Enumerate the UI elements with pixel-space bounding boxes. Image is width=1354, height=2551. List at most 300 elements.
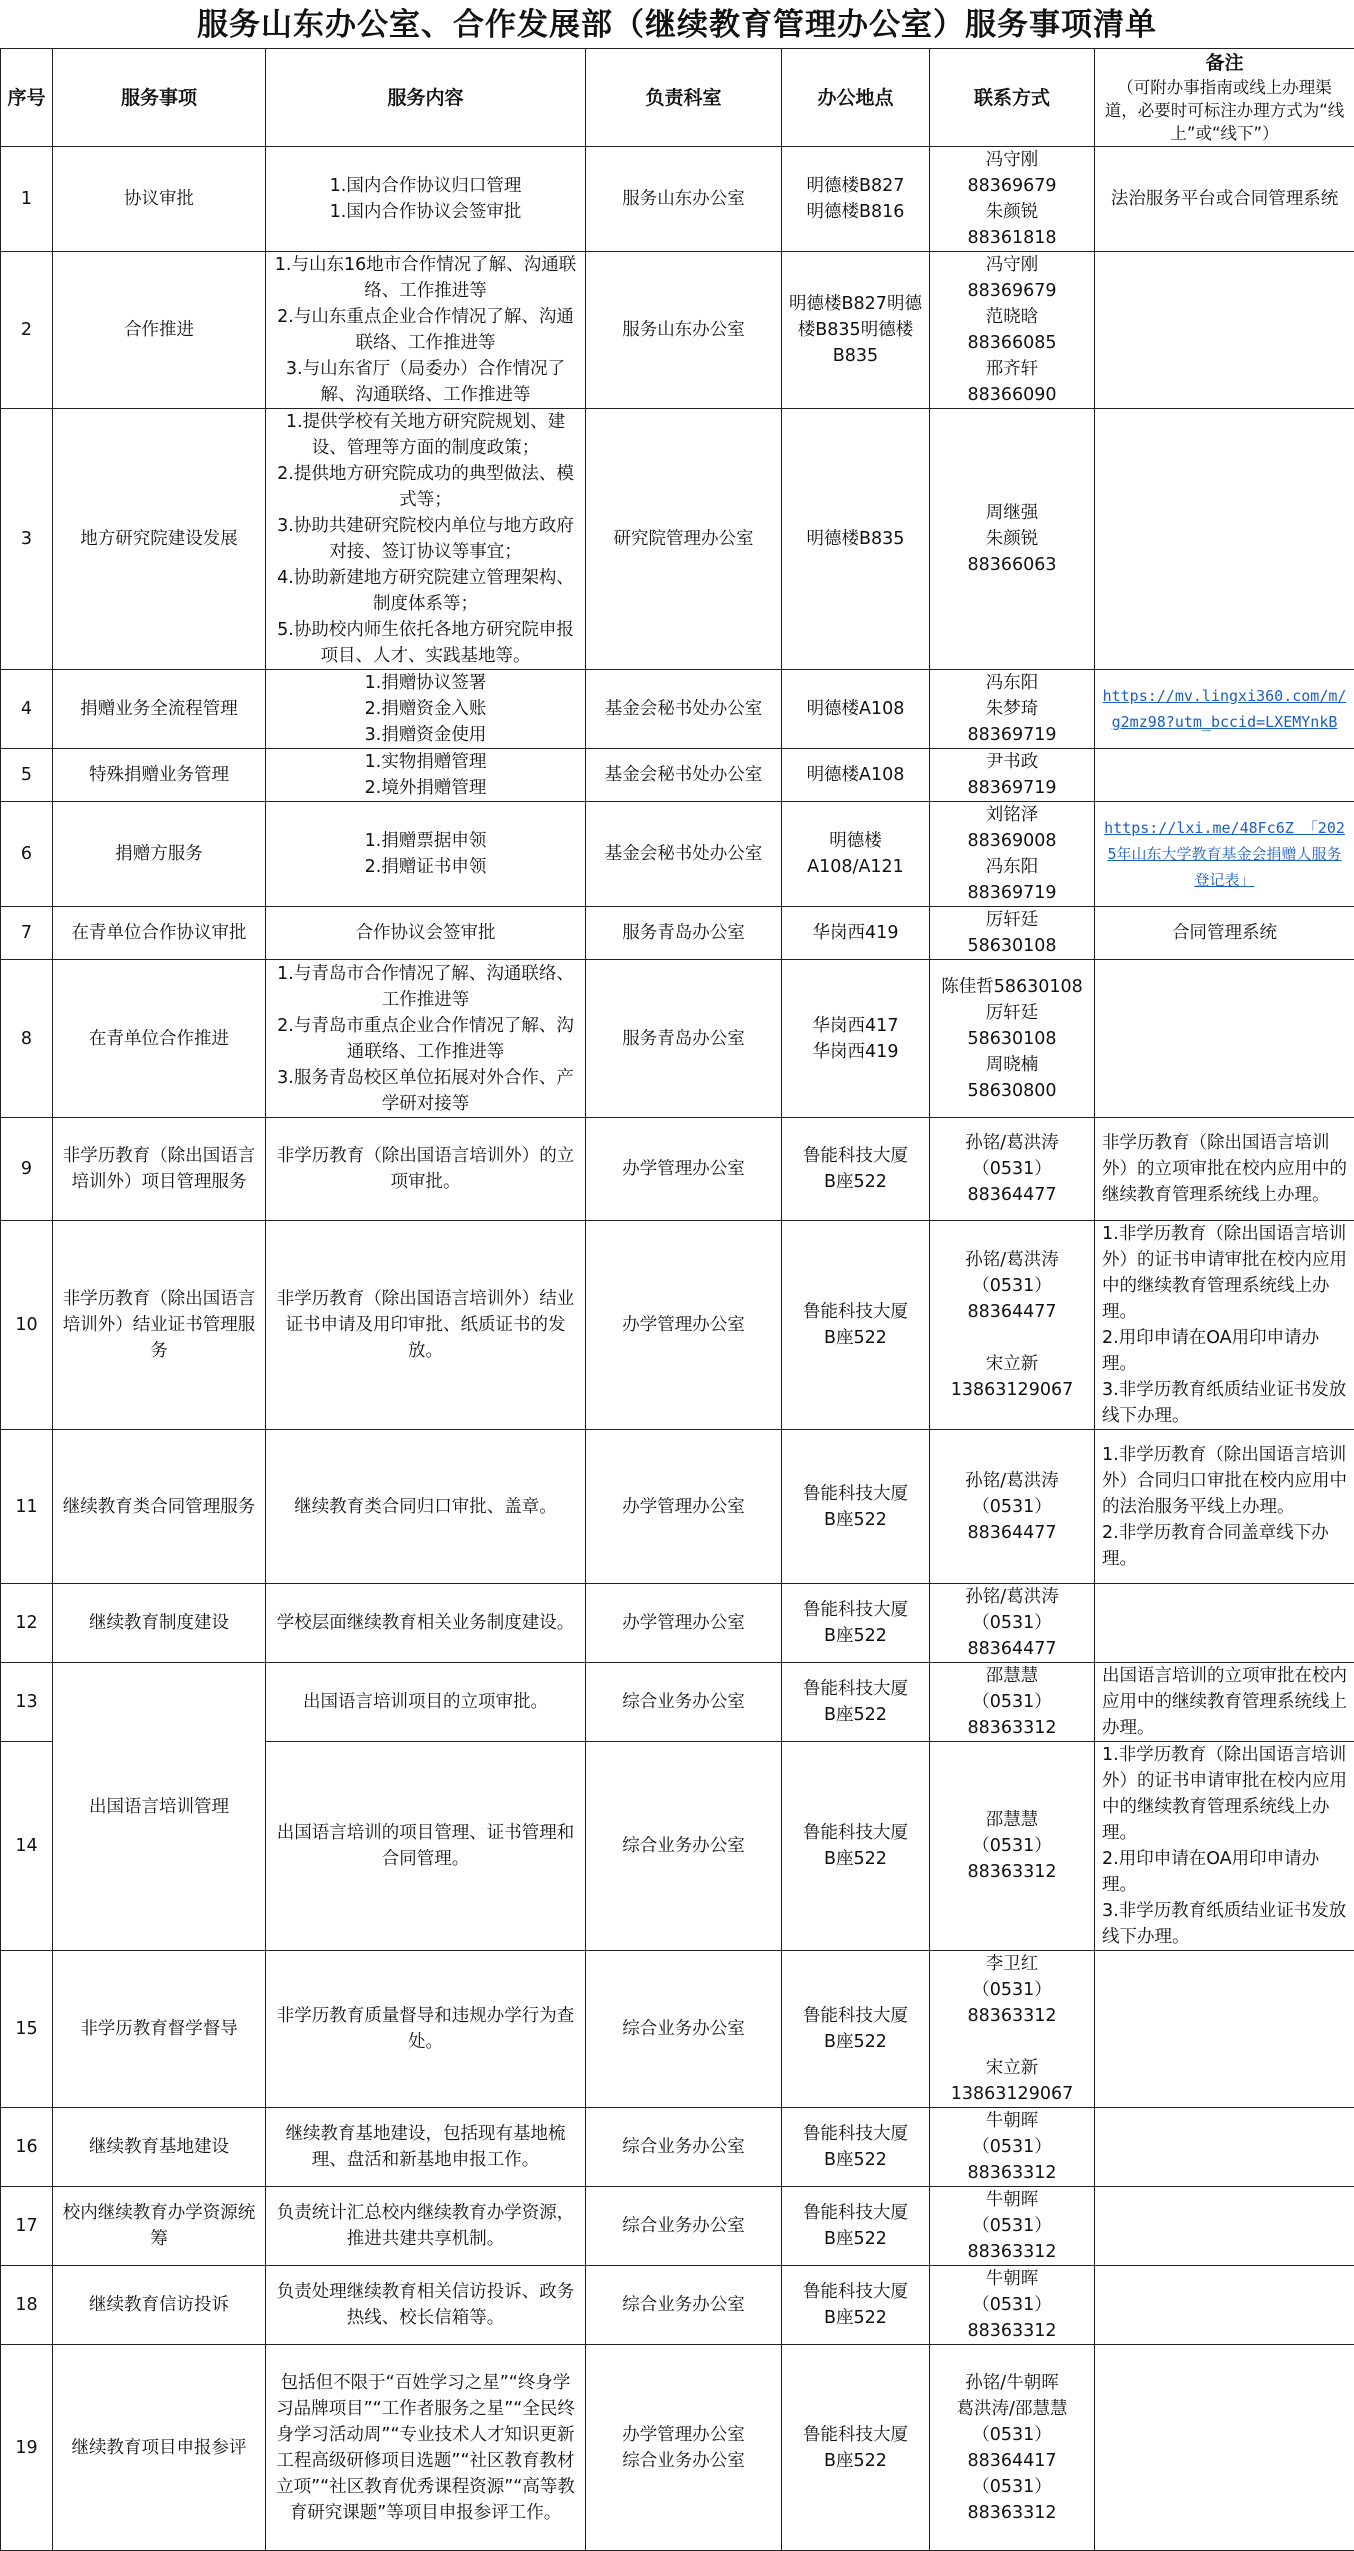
header-item: 服务事项	[53, 49, 266, 147]
location-line: 华岗西419	[788, 920, 923, 946]
remarks-link[interactable]: https://mv.lingxi360.com/m/g2mz98?utm_bccid=LXEMYnkB	[1103, 687, 1347, 731]
contact-line: 邢齐轩	[936, 356, 1088, 382]
cell-remarks	[1095, 409, 1354, 670]
dept-line: 服务青岛办公室	[592, 1026, 775, 1052]
dept-line: 服务青岛办公室	[592, 920, 775, 946]
contact-line: 88363312	[936, 1859, 1088, 1885]
contact-line: 邵慧慧	[936, 1663, 1088, 1689]
cell-contact	[930, 2345, 1095, 2551]
contact-line: 88366090	[936, 382, 1088, 408]
location-line: B座522	[788, 2147, 923, 2173]
contact-line: 88363312	[936, 2318, 1088, 2344]
cell-location	[782, 1742, 930, 1951]
contact-line: 88366063	[936, 552, 1088, 578]
header-remarks	[1095, 49, 1354, 147]
contact-line: 范晓晗	[936, 304, 1088, 330]
cell-contact	[930, 147, 1095, 252]
dept-line: 研究院管理办公室	[592, 526, 775, 552]
contact-line: （0531）	[936, 1273, 1088, 1299]
content-line: 4.协助新建地方研究院建立管理架构、制度体系等；	[273, 565, 578, 617]
content-line: 1.与青岛市合作情况了解、沟通联络、工作推进等	[273, 961, 578, 1013]
content-line: 出国语言培训的项目管理、证书管理和合同管理。	[273, 1820, 578, 1872]
dept-line: 基金会秘书处办公室	[592, 762, 775, 788]
location-line: 明德楼	[788, 828, 923, 854]
cell-location	[782, 1430, 930, 1584]
cell-item: 地方研究院建设发展	[53, 409, 266, 670]
contact-line: 尹书政	[936, 749, 1088, 775]
content-line: 3.协助共建研究院校内单位与地方政府对接、签订协议等事宜；	[273, 513, 578, 565]
table-row	[1, 147, 1354, 252]
cell-dept	[586, 1742, 782, 1951]
cell-contact	[930, 409, 1095, 670]
content-line: 1.捐赠票据申领	[273, 828, 578, 854]
cell-contact	[930, 749, 1095, 802]
cell-location	[782, 2266, 930, 2345]
cell-content	[266, 2187, 586, 2266]
content-line: 负责处理继续教育相关信访投诉、政务热线、校长信箱等。	[273, 2279, 578, 2331]
cell-dept	[586, 1430, 782, 1584]
table-row	[1, 1221, 1354, 1430]
contact-line: 88369719	[936, 880, 1088, 906]
contact-line: 厉轩廷	[936, 1000, 1088, 1026]
contact-line: 88364417	[936, 2448, 1088, 2474]
content-line: 2.提供地方研究院成功的典型做法、模式等；	[273, 461, 578, 513]
cell-remarks	[1095, 1118, 1354, 1221]
contact-line: 牛朝晖	[936, 2266, 1088, 2292]
contact-line: 刘铭泽	[936, 802, 1088, 828]
table-row	[1, 960, 1354, 1118]
service-table	[0, 48, 1354, 2551]
location-line: 鲁能科技大厦	[788, 2121, 923, 2147]
location-line: 鲁能科技大厦	[788, 1299, 923, 1325]
cell-dept	[586, 252, 782, 409]
contact-line: 88364477	[936, 1299, 1088, 1325]
cell-dept	[586, 907, 782, 960]
cell-remarks	[1095, 1742, 1354, 1951]
remarks-line: 法治服务平台或合同管理系统	[1102, 186, 1347, 212]
dept-line: 办学管理办公室	[592, 1610, 775, 1636]
contact-line: 88369719	[936, 775, 1088, 801]
content-line: 非学历教育（除出国语言培训外）结业证书申请及用印审批、纸质证书的发放。	[273, 1286, 578, 1364]
cell-no: 8	[1, 960, 53, 1118]
contact-line: 88363312	[936, 2500, 1088, 2526]
cell-content	[266, 1430, 586, 1584]
cell-no: 9	[1, 1118, 53, 1221]
cell-remarks	[1095, 907, 1354, 960]
cell-location	[782, 2345, 930, 2551]
table-row	[1, 802, 1354, 907]
cell-remarks	[1095, 2187, 1354, 2266]
contact-line: 宋立新	[936, 2055, 1088, 2081]
content-line: 3.与山东省厅（局委办）合作情况了解、沟通联络、工作推进等	[273, 356, 578, 408]
dept-line: 服务山东办公室	[592, 317, 775, 343]
cell-remarks	[1095, 1430, 1354, 1584]
contact-line: （0531）	[936, 1833, 1088, 1859]
location-line: 华岗西417	[788, 1013, 923, 1039]
contact-line: （0531）	[936, 2422, 1088, 2448]
cell-item: 继续教育制度建设	[53, 1584, 266, 1663]
content-line: 1.国内合作协议会签审批	[273, 199, 578, 225]
header-remarks-note: （可附办事指南或线上办理渠道，必要时可标注办理方式为“线上”或“线下”）	[1101, 76, 1348, 145]
cell-contact	[930, 1430, 1095, 1584]
header-content: 服务内容	[266, 49, 586, 147]
cell-no: 5	[1, 749, 53, 802]
cell-remarks	[1095, 1584, 1354, 1663]
cell-remarks	[1095, 960, 1354, 1118]
contact-line	[936, 1325, 1088, 1351]
dept-line: 综合业务办公室	[592, 1833, 775, 1859]
cell-dept	[586, 1118, 782, 1221]
contact-line: 88369679	[936, 278, 1088, 304]
cell-contact	[930, 960, 1095, 1118]
content-line: 1.捐赠协议签署	[273, 670, 578, 696]
cell-no: 19	[1, 2345, 53, 2551]
dept-line: 办学管理办公室	[592, 2422, 775, 2448]
cell-item: 合作推进	[53, 252, 266, 409]
contact-line: 88361818	[936, 225, 1088, 251]
table-row	[1, 907, 1354, 960]
table-row	[1, 1430, 1354, 1584]
contact-line: 88363312	[936, 2003, 1088, 2029]
cell-remarks	[1095, 147, 1354, 252]
cell-content	[266, 252, 586, 409]
cell-contact	[930, 252, 1095, 409]
cell-item: 校内继续教育办学资源统筹	[53, 2187, 266, 2266]
contact-line: 88364477	[936, 1182, 1088, 1208]
cell-location	[782, 802, 930, 907]
location-line: B座522	[788, 2029, 923, 2055]
cell-contact	[930, 2187, 1095, 2266]
contact-line: 周继强	[936, 500, 1088, 526]
cell-remarks	[1095, 1663, 1354, 1742]
contact-line: （0531）	[936, 2474, 1088, 2500]
table-row	[1, 2266, 1354, 2345]
contact-line: 58630108	[936, 1026, 1088, 1052]
cell-location	[782, 749, 930, 802]
table-row	[1, 2108, 1354, 2187]
contact-line: 周晓楠	[936, 1052, 1088, 1078]
contact-line: 88369008	[936, 828, 1088, 854]
dept-line: 办学管理办公室	[592, 1312, 775, 1338]
cell-item: 特殊捐赠业务管理	[53, 749, 266, 802]
content-line: 1.实物捐赠管理	[273, 749, 578, 775]
location-line: 鲁能科技大厦	[788, 1676, 923, 1702]
content-line: 非学历教育质量督导和违规办学行为查处。	[273, 2003, 578, 2055]
cell-dept	[586, 2345, 782, 2551]
contact-line: 孙铭/牛朝晖	[936, 2370, 1088, 2396]
contact-line: （0531）	[936, 1494, 1088, 1520]
content-line: 3.服务青岛校区单位拓展对外合作、产学研对接等	[273, 1065, 578, 1117]
cell-remarks	[1095, 2266, 1354, 2345]
contact-line: 88369719	[936, 722, 1088, 748]
cell-dept	[586, 1663, 782, 1742]
page-title: 服务山东办公室、合作发展部（继续教育管理办公室）服务事项清单	[0, 0, 1354, 48]
remarks-line: 2.用印申请在OA用印申请办理。	[1102, 1325, 1347, 1377]
cell-remarks	[1095, 2345, 1354, 2551]
cell-location	[782, 1221, 930, 1430]
dept-line: 综合业务办公室	[592, 2213, 775, 2239]
dept-line: 综合业务办公室	[592, 1689, 775, 1715]
location-line: 鲁能科技大厦	[788, 2279, 923, 2305]
header-dept: 负责科室	[586, 49, 782, 147]
cell-no: 10	[1, 1221, 53, 1430]
dept-line: 办学管理办公室	[592, 1494, 775, 1520]
content-line: 包括但不限于“百姓学习之星”“终身学习品牌项目”“工作者服务之星”“全民终身学习活动周”“专业技术人才知识更新工程高级研修项目选题”“社区教育教材立项”“社区教育优秀课程资源”“高等教育研究课题”等项目申报参评工作。	[273, 2370, 578, 2526]
remarks-line: 非学历教育（除出国语言培训外）的立项审批在校内应用中的继续教育管理系统线上办理。	[1102, 1130, 1347, 1208]
contact-line: 朱梦琦	[936, 696, 1088, 722]
dept-line: 综合业务办公室	[592, 2134, 775, 2160]
cell-content	[266, 409, 586, 670]
contact-line: 13863129067	[936, 1377, 1088, 1403]
cell-contact	[930, 1118, 1095, 1221]
contact-line: 13863129067	[936, 2081, 1088, 2107]
cell-no: 18	[1, 2266, 53, 2345]
content-line: 2.与山东重点企业合作情况了解、沟通联络、工作推进等	[273, 304, 578, 356]
cell-item: 出国语言培训管理	[53, 1663, 266, 1951]
contact-line: 88369679	[936, 173, 1088, 199]
contact-line: 58630800	[936, 1078, 1088, 1104]
cell-no: 13	[1, 1663, 53, 1742]
location-line: B座522	[788, 1702, 923, 1728]
cell-contact	[930, 1663, 1095, 1742]
content-line: 2.境外捐赠管理	[273, 775, 578, 801]
contact-line: （0531）	[936, 2213, 1088, 2239]
cell-contact	[930, 1584, 1095, 1663]
content-line: 2.捐赠资金入账	[273, 696, 578, 722]
contact-line: 牛朝晖	[936, 2187, 1088, 2213]
cell-no: 2	[1, 252, 53, 409]
table-row	[1, 409, 1354, 670]
remarks-line: 2.用印申请在OA用印申请办理。	[1102, 1846, 1347, 1898]
contact-line: 88366085	[936, 330, 1088, 356]
remarks-line: 3.非学历教育纸质结业证书发放线下办理。	[1102, 1898, 1347, 1950]
cell-no: 11	[1, 1430, 53, 1584]
cell-content	[266, 1221, 586, 1430]
dept-line: 服务山东办公室	[592, 186, 775, 212]
contact-line: 宋立新	[936, 1351, 1088, 1377]
contact-line: 孙铭/葛洪涛	[936, 1247, 1088, 1273]
cell-dept	[586, 2187, 782, 2266]
remarks-line: 1.非学历教育（除出国语言培训外）的证书申请审批在校内应用中的继续教育管理系统线上办理。	[1102, 1221, 1347, 1325]
cell-contact	[930, 1221, 1095, 1430]
cell-contact	[930, 2266, 1095, 2345]
location-line: A108/A121	[788, 854, 923, 880]
location-line: 明德楼B827明德楼B835明德楼B835	[788, 291, 923, 369]
remarks-line: 合同管理系统	[1102, 920, 1347, 946]
location-line: 鲁能科技大厦	[788, 2003, 923, 2029]
header-location: 办公地点	[782, 49, 930, 147]
dept-line: 办学管理办公室	[592, 1156, 775, 1182]
cell-item: 继续教育项目申报参评	[53, 2345, 266, 2551]
contact-line: 冯东阳	[936, 670, 1088, 696]
cell-item: 在青单位合作推进	[53, 960, 266, 1118]
contact-line: 孙铭/葛洪涛	[936, 1468, 1088, 1494]
cell-content	[266, 1118, 586, 1221]
dept-line: 综合业务办公室	[592, 2448, 775, 2474]
cell-content	[266, 2345, 586, 2551]
dept-line: 综合业务办公室	[592, 2292, 775, 2318]
dept-line: 基金会秘书处办公室	[592, 841, 775, 867]
content-line: 2.捐赠证书申领	[273, 854, 578, 880]
cell-item: 非学历教育（除出国语言培训外）结业证书管理服务	[53, 1221, 266, 1430]
content-line: 5.协助校内师生依托各地方研究院申报项目、人才、实践基地等。	[273, 617, 578, 669]
cell-no: 6	[1, 802, 53, 907]
table-row	[1, 749, 1354, 802]
cell-no: 4	[1, 670, 53, 749]
table-row	[1, 1118, 1354, 1221]
cell-content	[266, 802, 586, 907]
location-line: 明德楼B835	[788, 526, 923, 552]
table-row	[1, 252, 1354, 409]
location-line: 明德楼B816	[788, 199, 923, 225]
cell-contact	[930, 1951, 1095, 2108]
cell-remarks	[1095, 670, 1354, 749]
contact-line: 冯守刚	[936, 147, 1088, 173]
contact-line: （0531）	[936, 1610, 1088, 1636]
location-line: B座522	[788, 2305, 923, 2331]
cell-location	[782, 2108, 930, 2187]
contact-line: （0531）	[936, 1156, 1088, 1182]
contact-line: 88363312	[936, 2160, 1088, 2186]
contact-line: 冯守刚	[936, 252, 1088, 278]
remarks-link[interactable]: https://lxi.me/48Fc6Z 「2025年山东大学教育基金会捐赠人服务登记表」	[1104, 819, 1345, 889]
cell-no: 1	[1, 147, 53, 252]
cell-no: 17	[1, 2187, 53, 2266]
remarks-line: 出国语言培训的立项审批在校内应用中的继续教育管理系统线上办理。	[1102, 1663, 1347, 1741]
content-line: 非学历教育（除出国语言培训外）的立项审批。	[273, 1143, 578, 1195]
header-no: 序号	[1, 49, 53, 147]
contact-line: 88363312	[936, 1715, 1088, 1741]
cell-location	[782, 1951, 930, 2108]
content-line: 2.与青岛市重点企业合作情况了解、沟通联络、工作推进等	[273, 1013, 578, 1065]
cell-content	[266, 960, 586, 1118]
contact-line: 孙铭/葛洪涛	[936, 1584, 1088, 1610]
cell-dept	[586, 960, 782, 1118]
cell-location	[782, 409, 930, 670]
cell-dept	[586, 409, 782, 670]
content-line: 合作协议会签审批	[273, 920, 578, 946]
remarks-line: 3.非学历教育纸质结业证书发放线下办理。	[1102, 1377, 1347, 1429]
contact-line: （0531）	[936, 1689, 1088, 1715]
dept-line: 综合业务办公室	[592, 2016, 775, 2042]
cell-location	[782, 907, 930, 960]
contact-line: 厉轩廷	[936, 907, 1088, 933]
content-line: 3.捐赠资金使用	[273, 722, 578, 748]
content-line: 1.提供学校有关地方研究院规划、建设、管理等方面的制度政策；	[273, 409, 578, 461]
location-line: B座522	[788, 2226, 923, 2252]
cell-content	[266, 670, 586, 749]
location-line: 鲁能科技大厦	[788, 1481, 923, 1507]
contact-line: 李卫红	[936, 1951, 1088, 1977]
cell-remarks	[1095, 252, 1354, 409]
cell-dept	[586, 670, 782, 749]
contact-line: 58630108	[936, 933, 1088, 959]
header-remarks-title: 备注	[1205, 52, 1243, 74]
cell-remarks	[1095, 749, 1354, 802]
dept-line: 基金会秘书处办公室	[592, 696, 775, 722]
cell-location	[782, 2187, 930, 2266]
cell-contact	[930, 802, 1095, 907]
location-line: B座522	[788, 1623, 923, 1649]
location-line: 鲁能科技大厦	[788, 1597, 923, 1623]
location-line: 华岗西419	[788, 1039, 923, 1065]
contact-line: 88364477	[936, 1520, 1088, 1546]
contact-line: 88363312	[936, 2239, 1088, 2265]
contact-line: 冯东阳	[936, 854, 1088, 880]
cell-item: 捐赠业务全流程管理	[53, 670, 266, 749]
table-row	[1, 1584, 1354, 1663]
cell-dept	[586, 1584, 782, 1663]
cell-location	[782, 960, 930, 1118]
cell-remarks	[1095, 1951, 1354, 2108]
cell-no: 12	[1, 1584, 53, 1663]
content-line: 出国语言培训项目的立项审批。	[273, 1689, 578, 1715]
cell-content	[266, 147, 586, 252]
contact-line: 朱颜锐	[936, 526, 1088, 552]
cell-content	[266, 1951, 586, 2108]
cell-location	[782, 252, 930, 409]
cell-no: 15	[1, 1951, 53, 2108]
cell-item: 非学历教育（除出国语言培训外）项目管理服务	[53, 1118, 266, 1221]
contact-line: 邵慧慧	[936, 1807, 1088, 1833]
cell-item: 在青单位合作协议审批	[53, 907, 266, 960]
location-line: B座522	[788, 1507, 923, 1533]
cell-remarks	[1095, 1221, 1354, 1430]
cell-location	[782, 1584, 930, 1663]
location-line: B座522	[788, 1846, 923, 1872]
content-line: 继续教育类合同归口审批、盖章。	[273, 1494, 578, 1520]
cell-content	[266, 1742, 586, 1951]
cell-contact	[930, 670, 1095, 749]
content-line: 继续教育基地建设，包括现有基地梳理、盘活和新基地申报工作。	[273, 2121, 578, 2173]
cell-location	[782, 1118, 930, 1221]
contact-line: 牛朝晖	[936, 2108, 1088, 2134]
cell-content	[266, 907, 586, 960]
cell-dept	[586, 1221, 782, 1430]
content-line: 学校层面继续教育相关业务制度建设。	[273, 1610, 578, 1636]
location-line: 鲁能科技大厦	[788, 2422, 923, 2448]
location-line: 鲁能科技大厦	[788, 1143, 923, 1169]
table-row	[1, 1951, 1354, 2108]
cell-item: 捐赠方服务	[53, 802, 266, 907]
contact-line: （0531）	[936, 2134, 1088, 2160]
cell-no: 16	[1, 2108, 53, 2187]
table-row	[1, 670, 1354, 749]
cell-content	[266, 2266, 586, 2345]
contact-line: 葛洪涛/邵慧慧	[936, 2396, 1088, 2422]
cell-content	[266, 1663, 586, 1742]
cell-content	[266, 1584, 586, 1663]
location-line: 明德楼A108	[788, 762, 923, 788]
cell-dept	[586, 802, 782, 907]
remarks-line: 1.非学历教育（除出国语言培训外）合同归口审批在校内应用中的法治服务平线上办理。	[1102, 1442, 1347, 1520]
contact-line: 88364477	[936, 1636, 1088, 1662]
contact-line: （0531）	[936, 1977, 1088, 2003]
cell-content	[266, 749, 586, 802]
contact-line	[936, 2029, 1088, 2055]
cell-content	[266, 2108, 586, 2187]
cell-remarks	[1095, 802, 1354, 907]
cell-contact	[930, 907, 1095, 960]
cell-contact	[930, 1742, 1095, 1951]
table-row	[1, 2187, 1354, 2266]
cell-item: 继续教育类合同管理服务	[53, 1430, 266, 1584]
cell-no: 7	[1, 907, 53, 960]
cell-item: 非学历教育督学督导	[53, 1951, 266, 2108]
location-line: 明德楼A108	[788, 696, 923, 722]
cell-item: 继续教育基地建设	[53, 2108, 266, 2187]
cell-no: 14	[1, 1742, 53, 1951]
